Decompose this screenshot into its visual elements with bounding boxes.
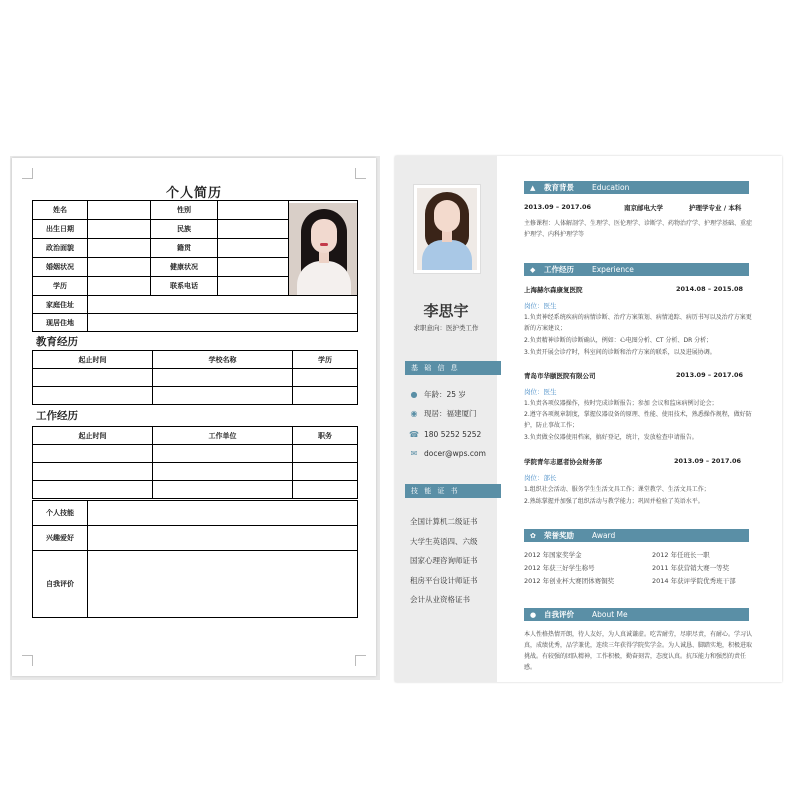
self-eval-header: ● 自我评价 About Me: [524, 608, 749, 621]
value-current[interactable]: [88, 314, 358, 332]
job-title-row: 青岛市华颐医院有限公司 2013.09 – 2017.06: [524, 371, 743, 380]
edu-cell[interactable]: [33, 387, 153, 405]
avatar: [413, 184, 481, 274]
label-marital: 婚姻状况: [33, 258, 88, 277]
work-cell[interactable]: [153, 445, 293, 463]
award-item: 2014 年获评学院优秀班干部: [652, 577, 736, 585]
cert-item: 会计从业资格证书: [410, 595, 470, 604]
education-courses: 主修课程：人体解剖学、生理学、医伦理学、诊断学、药物治疗学、护理学基础、重症护理学、内科护理学等: [524, 220, 753, 238]
info-location: ◉ 现居：福建厦门: [408, 408, 477, 420]
value-native[interactable]: [218, 239, 289, 258]
work-cell[interactable]: [153, 481, 293, 499]
candidate-name: 李思宇: [423, 302, 469, 320]
job-role: 岗位：医生: [524, 302, 557, 310]
value-ethnicity[interactable]: [218, 220, 289, 239]
label-current: 现居住地: [33, 314, 88, 332]
edu-section-title: 教育经历: [36, 336, 78, 348]
awards-list: [524, 550, 752, 590]
job-duty: 3.负责做全仪器使用档案，搞好登记，统计，发放检查申请报告。: [524, 434, 698, 441]
work-cell[interactable]: [33, 481, 153, 499]
skills-header: 技 能 证 书: [405, 484, 501, 498]
page-corner-mark: [22, 168, 33, 179]
work-cell[interactable]: [293, 481, 358, 499]
value-name[interactable]: [88, 201, 151, 220]
location-icon: ◉: [410, 409, 418, 418]
job-role: 岗位：部长: [524, 474, 557, 482]
job-intention: 求职意向：医护类工作: [413, 324, 479, 332]
personal-info-table: [32, 200, 358, 332]
job-title-row: 学院青年志愿者协会财务部 2013.09 – 2017.06: [524, 457, 741, 466]
work-cell[interactable]: [293, 445, 358, 463]
job-title-row: 上海赫尔森康复医院 2014.08 – 2015.08: [524, 285, 743, 294]
value-home[interactable]: [88, 296, 358, 314]
leaf-icon: ✿: [530, 532, 536, 540]
label-hobbies: 兴趣爱好: [33, 526, 88, 551]
work-cell[interactable]: [293, 463, 358, 481]
cert-item: 大学生英语四、六级: [410, 537, 478, 546]
label-home: 家庭住址: [33, 296, 88, 314]
job-duty: 2.遵守各项规章制度，掌握仪器设备的原理、性能、使用技术，熟悉操作规程，做好防护，防止事故工作；: [524, 411, 752, 429]
person-icon: ●: [530, 611, 537, 619]
edu-header-period: 起止时间: [33, 351, 153, 369]
job-duty: 1.负责各项仪器操作，按时完成诊断报告；参加 会议和监床病例讨论会；: [524, 400, 718, 407]
job-duty: 1.负责神经系统疾病的病情诊断、治疗方案策划、病情追踪、病历书写以及治疗方案更新的方案建议；: [524, 314, 752, 332]
label-phone: 联系电话: [151, 277, 218, 296]
photo-cell: [289, 201, 358, 296]
label-self-eval: 自我评价: [33, 551, 88, 618]
award-item: 2012 年创业杯大赛团体赛铜奖: [524, 577, 615, 585]
label-birth: 出生日期: [33, 220, 88, 239]
work-cell[interactable]: [33, 463, 153, 481]
label-native: 籍贯: [151, 239, 218, 258]
award-item: 2012 年任班长一职: [652, 551, 710, 559]
self-eval-text: 本人性格热情开朗，待人友好，为人真诚谦虚。吃苦耐劳，尽职尽责，有耐心。学习认真，成绩优秀，品学兼优，连续三年获得学院奖学金。为人诚恳、脚踏实地，积极进取挑战。有较强的团队精神，工作积极，勤奋刻苦，态度认真。抗压能力和强烈的责任感。: [524, 631, 753, 671]
basic-info-header: 基 础 信 息: [405, 361, 501, 375]
cert-item: 全国计算机二级证书: [410, 517, 478, 526]
work-header-period: 起止时间: [33, 427, 153, 445]
job-duty: 2.负责精神诊断的诊断确认，例如：心电图分析、CT 分析、DR 分析；: [524, 337, 713, 344]
value-marital[interactable]: [88, 258, 151, 277]
label-name: 姓名: [33, 201, 88, 220]
value-hobbies[interactable]: [88, 526, 358, 551]
value-politics[interactable]: [88, 239, 151, 258]
education-table: [32, 350, 358, 405]
label-gender: 性别: [151, 201, 218, 220]
info-phone: ☎ 180 5252 5252: [409, 430, 482, 439]
label-politics: 政治面貌: [33, 239, 88, 258]
work-cell[interactable]: [33, 445, 153, 463]
edu-header-degree: 学历: [293, 351, 358, 369]
edu-cell[interactable]: [293, 369, 358, 387]
edu-cell[interactable]: [293, 387, 358, 405]
page-corner-mark: [22, 655, 33, 666]
mail-icon: ✉: [410, 449, 418, 458]
value-birth[interactable]: [88, 220, 151, 239]
form-title: 个人简历: [165, 186, 222, 201]
education-header: ▲ 教育背景 Education: [524, 181, 749, 194]
work-header-company: 工作单位: [153, 427, 293, 445]
value-self-eval[interactable]: [88, 551, 358, 618]
label-health: 健康状况: [151, 258, 218, 277]
label-ethnicity: 民族: [151, 220, 218, 239]
work-section-title: 工作经历: [36, 410, 78, 422]
extra-info-table: [32, 500, 358, 618]
job-duty: 1.组织社会活动、服务学生生活文具工作；课堂教学、生活文具工作；: [524, 486, 710, 493]
page-corner-mark: [355, 655, 366, 666]
edu-cell[interactable]: [153, 387, 293, 405]
graduation-cap-icon: ▲: [530, 184, 536, 192]
cert-item: 国家心理咨询师证书: [410, 556, 478, 565]
value-education[interactable]: [88, 277, 151, 296]
tag-icon: ◆: [530, 266, 536, 274]
work-header-position: 职务: [293, 427, 358, 445]
awards-header: ✿ 荣誉奖励 Award: [524, 529, 749, 542]
value-phone[interactable]: [218, 277, 289, 296]
info-email: ✉ docer@wps.com: [408, 448, 486, 460]
award-item: 2011 年获营销大赛一等奖: [652, 564, 730, 572]
job-role: 岗位：医生: [524, 388, 557, 396]
form-photo: [289, 203, 358, 295]
award-item: 2012 年获三好学生称号: [524, 564, 595, 572]
label-skills: 个人技能: [33, 501, 88, 526]
cert-item: 租房平台设计师证书: [410, 576, 478, 585]
award-item: 2012 年国家奖学金: [524, 551, 582, 559]
info-age: ● 年龄：25 岁: [408, 389, 466, 401]
person-icon: ●: [410, 390, 418, 399]
work-header: ◆ 工作经历 Experience: [524, 263, 749, 276]
edu-cell[interactable]: [33, 369, 153, 387]
value-gender[interactable]: [218, 201, 289, 220]
blank-resume-form: [12, 158, 376, 676]
job-duty: 3.负责开展会诊疗时，科室间的诊断和治疗方案的联系，以及进展协调。: [524, 349, 716, 356]
page-corner-mark: [355, 168, 366, 179]
value-health[interactable]: [218, 258, 289, 277]
label-education: 学历: [33, 277, 88, 296]
edu-header-school: 学校名称: [153, 351, 293, 369]
phone-icon: ☎: [409, 430, 419, 439]
value-skills[interactable]: [88, 501, 358, 526]
edu-cell[interactable]: [153, 369, 293, 387]
work-table: [32, 426, 358, 499]
education-row: 2013.09 – 2017.06 南京邮电大学 护理学专业 / 本科: [524, 203, 742, 212]
job-duty: 2.熟练掌握并加强了组织活动与教学能力；巩固并检验了英语水平。: [524, 498, 704, 505]
work-cell[interactable]: [153, 463, 293, 481]
